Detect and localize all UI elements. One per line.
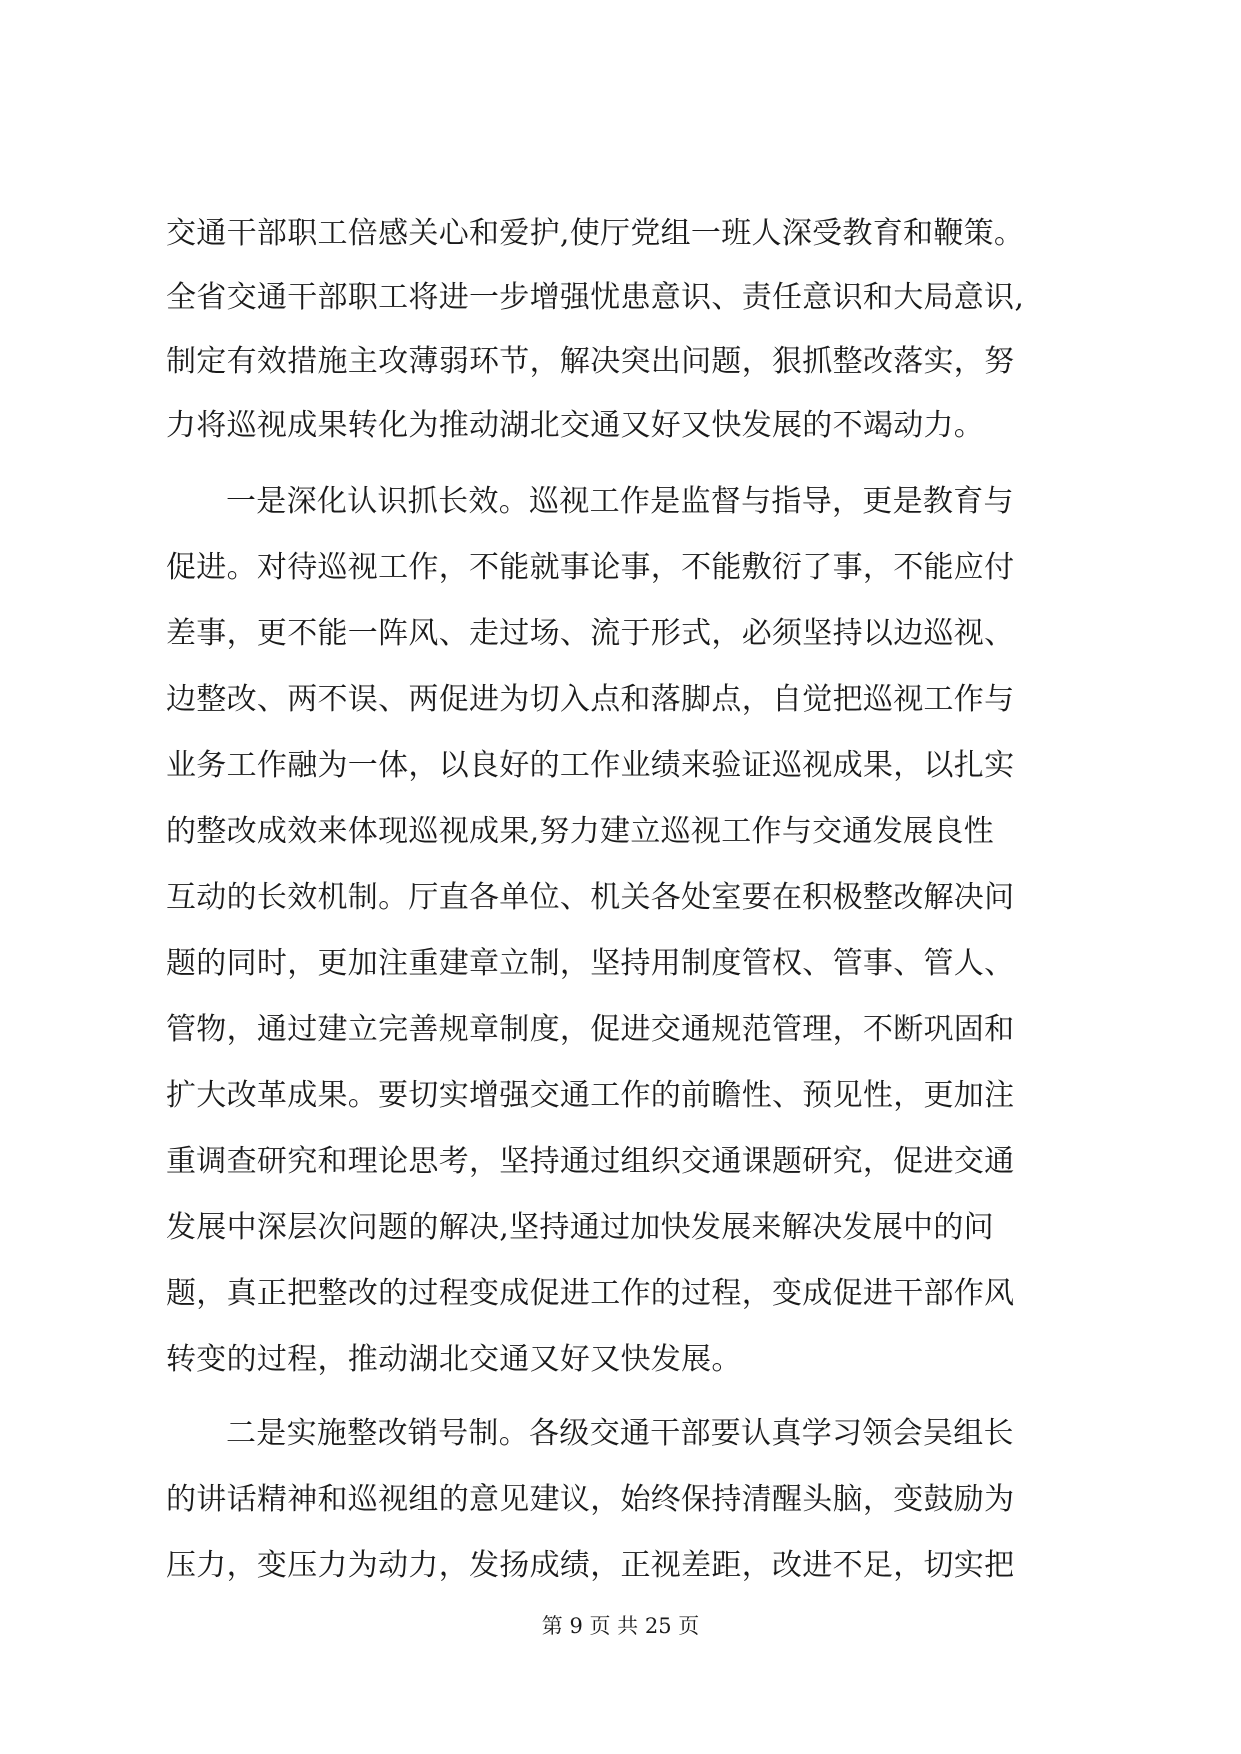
text-line: 题，真正把整改的过程变成促进工作的过程，变成促进干部作风	[166, 1276, 1015, 1311]
text-line: 制定有效措施主攻薄弱环节，解决突出问题，狠抓整改落实，努	[166, 344, 1015, 379]
text-line: 转变的过程，推动湖北交通又好又快发展。	[166, 1342, 742, 1377]
text-line: 促进。对待巡视工作，不能就事论事，不能敷衍了事，不能应付	[166, 550, 1015, 585]
text-line: 发展中深层次问题的解决,坚持通过加快发展来解决发展中的问	[166, 1210, 994, 1245]
text-line: 扩大改革成果。要切实增强交通工作的前瞻性、预见性，更加注	[166, 1078, 1015, 1113]
text-line: 互动的长效机制。厅直各单位、机关各处室要在积极整改解决问	[166, 880, 1015, 915]
page-number-footer: 第 9 页 共 25 页	[541, 1614, 700, 1638]
text-line: 边整改、两不误、两促进为切入点和落脚点，自觉把巡视工作与	[166, 682, 1015, 717]
paragraph-first-line: 一是深化认识抓长效。巡视工作是监督与指导，更是教育与	[226, 484, 1014, 519]
paragraph-first-line: 二是实施整改销号制。各级交通干部要认真学习领会吴组长	[226, 1416, 1014, 1451]
text-line: 交通干部职工倍感关心和爱护,使厅党组一班人深受教育和鞭策。	[166, 216, 1025, 251]
text-line: 压力，变压力为动力，发扬成绩，正视差距，改进不足，切实把	[166, 1548, 1015, 1583]
text-line: 重调查研究和理论思考，坚持通过组织交通课题研究，促进交通	[166, 1144, 1015, 1179]
text-line: 差事，更不能一阵风、走过场、流于形式，必须坚持以边巡视、	[166, 616, 1015, 651]
text-line: 的讲话精神和巡视组的意见建议，始终保持清醒头脑，变鼓励为	[166, 1482, 1015, 1517]
text-line: 题的同时，更加注重建章立制，坚持用制度管权、管事、管人、	[166, 946, 1015, 981]
text-line: 全省交通干部职工将进一步增强忧患意识、责任意识和大局意识,	[166, 280, 1025, 315]
text-line: 的整改成效来体现巡视成果,努力建立巡视工作与交通发展良性	[166, 814, 994, 849]
text-line: 管物，通过建立完善规章制度，促进交通规范管理，不断巩固和	[166, 1012, 1015, 1047]
text-line: 业务工作融为一体，以良好的工作业绩来验证巡视成果，以扎实	[166, 748, 1015, 783]
text-line: 力将巡视成果转化为推动湖北交通又好又快发展的不竭动力。	[166, 408, 985, 443]
